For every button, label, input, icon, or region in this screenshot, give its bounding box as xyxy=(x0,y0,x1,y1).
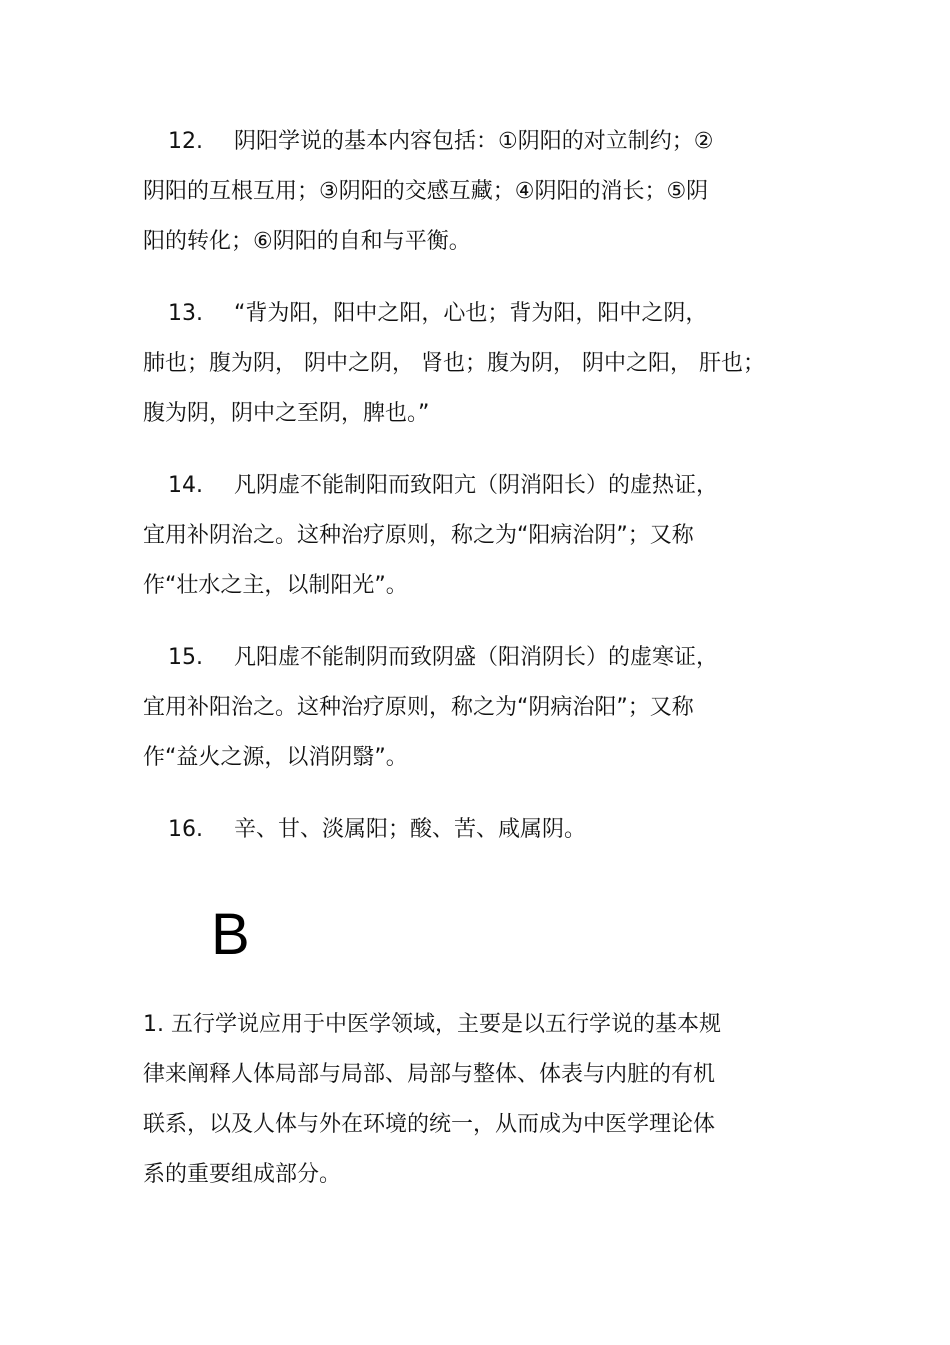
item-text: 凡阳虚不能制阴而致阴盛（阳消阴长）的虚寒证， xyxy=(234,645,719,670)
item-13-line-3: 腹为阴，阴中之至阴，脾也。” xyxy=(143,401,430,426)
item-number: 12. xyxy=(168,129,203,154)
section-paragraph-line-3: 联系，以及人体与外在环境的统一，从而成为中医学理论体 xyxy=(143,1112,716,1137)
item-14-line-1 xyxy=(168,473,718,499)
item-16-line-1 xyxy=(168,817,586,843)
item-13-line-1 xyxy=(168,301,707,327)
item-number: 16. xyxy=(168,817,203,842)
item-14-line-3: 作“壮水之主，以制阳光”。 xyxy=(143,573,408,598)
item-number: 13. xyxy=(168,301,203,326)
item-15-line-2: 宜用补阳治之。这种治疗原则，称之为“阴病治阳”；又称 xyxy=(143,695,694,720)
section-paragraph-line-1: 1. 五行学说应用于中医学领域，主要是以五行学说的基本规 xyxy=(143,1012,721,1037)
item-12-line-3: 阳的转化；⑥阴阳的自和与平衡。 xyxy=(143,229,471,254)
item-14-line-2: 宜用补阴治之。这种治疗原则，称之为“阳病治阴”；又称 xyxy=(143,523,694,548)
item-text: 阴阳学说的基本内容包括：①阴阳的对立制约；② xyxy=(234,129,714,154)
section-paragraph-line-4: 系的重要组成部分。 xyxy=(143,1162,342,1187)
item-15-line-1 xyxy=(168,645,718,671)
item-number: 14. xyxy=(168,473,203,498)
item-15-line-3: 作“益火之源，以消阴翳”。 xyxy=(143,745,408,770)
item-text: “背为阳，阳中之阳，心也；背为阳，阳中之阴， xyxy=(234,301,708,326)
item-13-line-2: 肺也；腹为阴， 阴中之阴， 肾也；腹为阴， 阴中之阳， 肝也； xyxy=(143,351,765,376)
section-paragraph-line-2: 律来阐释人体局部与局部、局部与整体、体表与内脏的有机 xyxy=(143,1062,716,1087)
item-12-line-2: 阴阳的互根互用；③阴阳的交感互藏；④阴阳的消长；⑤阴 xyxy=(143,179,709,204)
item-12-line-1 xyxy=(168,129,713,155)
item-text: 凡阴虚不能制阳而致阳亢（阴消阳长）的虚热证， xyxy=(234,473,719,498)
item-number: 15. xyxy=(168,645,203,670)
section-heading: B xyxy=(211,902,250,967)
item-text: 辛、甘、淡属阳；酸、苦、咸属阴。 xyxy=(234,817,587,842)
